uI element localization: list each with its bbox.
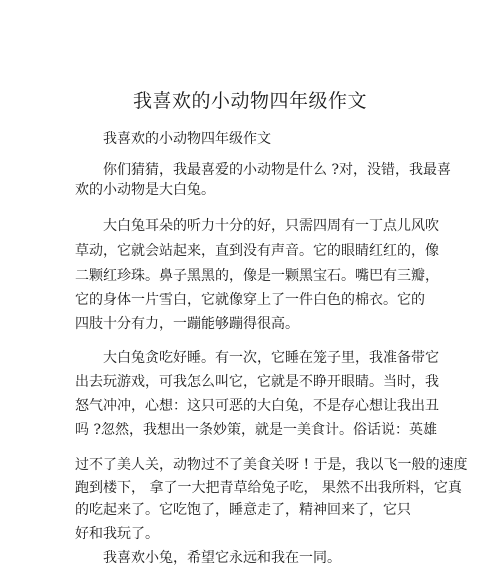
paragraph-line: 吗 ?忽然，我想出一条妙策，就是一美食计。俗话说：英雄	[75, 422, 437, 438]
paragraph-line: 欢的小动物是大白兔。	[75, 182, 215, 198]
paragraph-line: 二颗红珍珠。鼻子黑黑的，像是一颗黑宝石。嘴巴有三瓣，	[75, 268, 439, 284]
document-title: 我喜欢的小动物四年级作文	[132, 90, 367, 112]
paragraph-line: 大白兔贪吃好睡。有一次，它睡在笼子里，我准备带它	[103, 350, 439, 366]
paragraph-line: 草动，它就会站起来，直到没有声音。它的眼睛红红的，像	[75, 243, 439, 259]
paragraph-line: 它的身体一片雪白，它就像穿上了一件白色的棉衣。它的	[75, 292, 425, 308]
paragraph-line: 四肢十分有力，一蹦能够蹦得很高。	[75, 316, 299, 332]
paragraph-line: 过不了美人关，动物过不了美食关呀 ! 于是，我以飞一般的速度	[75, 457, 468, 473]
paragraph-line: 出去玩游戏，可我怎么叫它，它就是不睁开眼睛。当时，我	[75, 374, 439, 390]
paragraph-line: 你们猜猜，我最喜爱的小动物是什么 ?对，没错，我最喜	[103, 162, 451, 178]
paragraph-line: 怒气冲冲，心想：这只可恶的大白兔，不是存心想让我出丑	[75, 398, 439, 414]
document-subtitle: 我喜欢的小动物四年级作文	[103, 131, 271, 147]
paragraph-line: 我喜欢小兔，希望它永远和我在一同。	[103, 550, 341, 566]
paragraph-line: 大白兔耳朵的听力十分的好，只需四周有一丁点儿风吹	[103, 218, 439, 234]
paragraph-line: 跑到楼下， 拿了一大把青草给兔子吃， 果然不出我所料，它真	[75, 480, 462, 496]
paragraph-line: 的吃起来了。它吃饱了，睡意走了，精神回来了，它只	[75, 502, 411, 518]
paragraph-line: 好和我玩了。	[75, 526, 159, 542]
